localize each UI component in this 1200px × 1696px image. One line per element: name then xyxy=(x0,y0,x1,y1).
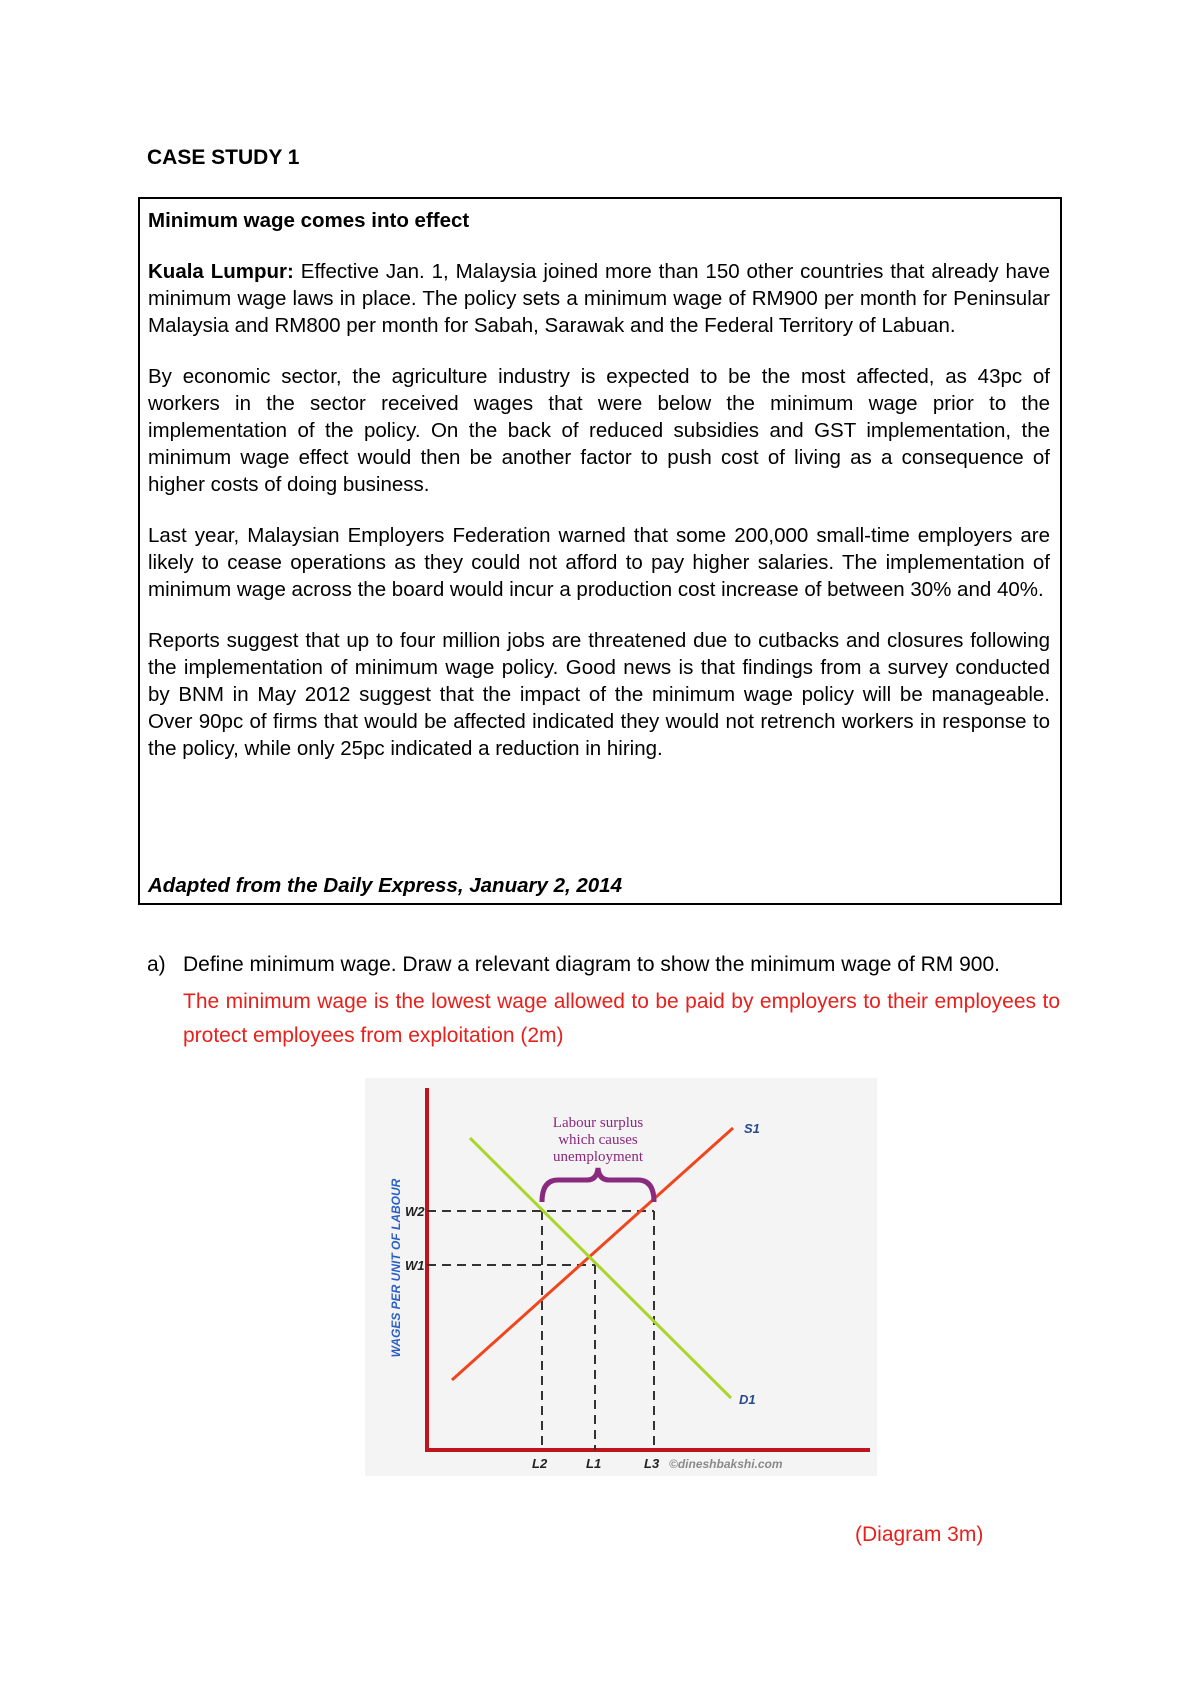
l1-label: L1 xyxy=(586,1456,602,1471)
curly-brace xyxy=(542,1168,654,1202)
minimum-wage-diagram xyxy=(365,1078,877,1476)
article-paragraph-1 xyxy=(148,258,1050,339)
labour-surplus-annotation xyxy=(553,1115,644,1165)
annotation-line-2: which causes xyxy=(558,1132,638,1148)
y-axis-label: WAGES PER UNIT OF LABOUR xyxy=(389,1178,403,1358)
diagram-svg xyxy=(365,1078,877,1476)
answer-text: The minimum wage is the lowest wage allowed to be paid by employers to their employees to protect employees from exploitation (2m) xyxy=(183,990,1060,1047)
w2-label: W2 xyxy=(405,1204,425,1219)
supply-curve xyxy=(452,1128,733,1380)
annotation-line-1: Labour surplus xyxy=(552,1115,644,1131)
question-text: Define minimum wage. Draw a relevant diagram to show the minimum wage of RM 900. xyxy=(183,953,1001,976)
s1-label: S1 xyxy=(744,1121,760,1136)
article-paragraph-4: Reports suggest that up to four million jobs are threatened due to cutbacks and closures following the implementation of minimum wage policy. Good news is that findings from a survey conducted by BNM in May 2012 suggest that the impact of the minimum wage policy will be manageable. Over 90pc of firms that would be affected indicated they would not retrench workers in response to the policy, while only 25pc indicated a reduction in hiring. xyxy=(148,629,1050,760)
article-paragraph-3: Last year, Malaysian Employers Federation warned that some 200,000 small-time employers are likely to cease operations as they could not afford to pay higher salaries. The implementation of minimum wage across the board would incur a production cost increase of between 30% and 40%. xyxy=(148,524,1050,601)
diagram-marks: (Diagram 3m) xyxy=(855,1523,984,1546)
article-headline: Minimum wage comes into effect xyxy=(148,209,470,232)
dashed-guides xyxy=(427,1211,654,1450)
article-paragraph-2: By economic sector, the agriculture industry is expected to be the most affected, as 43pc of workers in the sector received wages that were below the minimum wage prior to the implementation of the policy. On the back of reduced subsidies and GST implementation, the minimum wage effect would then be another factor to push cost of living as a consequence of higher costs of doing business. xyxy=(148,365,1050,496)
article-box xyxy=(138,197,1062,905)
w1-label: W1 xyxy=(405,1258,425,1273)
question-label: a) xyxy=(147,953,166,976)
d1-label: D1 xyxy=(739,1392,756,1407)
case-study-title: CASE STUDY 1 xyxy=(147,146,300,169)
credit-label: ©dineshbakshi.com xyxy=(669,1457,783,1471)
l3-label: L3 xyxy=(644,1456,660,1471)
l2-label: L2 xyxy=(532,1456,548,1471)
article-dateline: Kuala Lumpur: xyxy=(148,260,294,283)
annotation-line-3: unemployment xyxy=(553,1149,643,1165)
article-paragraph-1-text: Effective Jan. 1, Malaysia joined more than 150 other countries that already have minimum wage laws in place. The policy sets a minimum wage of RM900 per month for Peninsular Malaysia and RM800 per month for Sabah, Sarawak and the Federal Territory of Labuan. xyxy=(148,260,1050,337)
article-source: Adapted from the Daily Express, January 2, 2014 xyxy=(148,874,622,897)
